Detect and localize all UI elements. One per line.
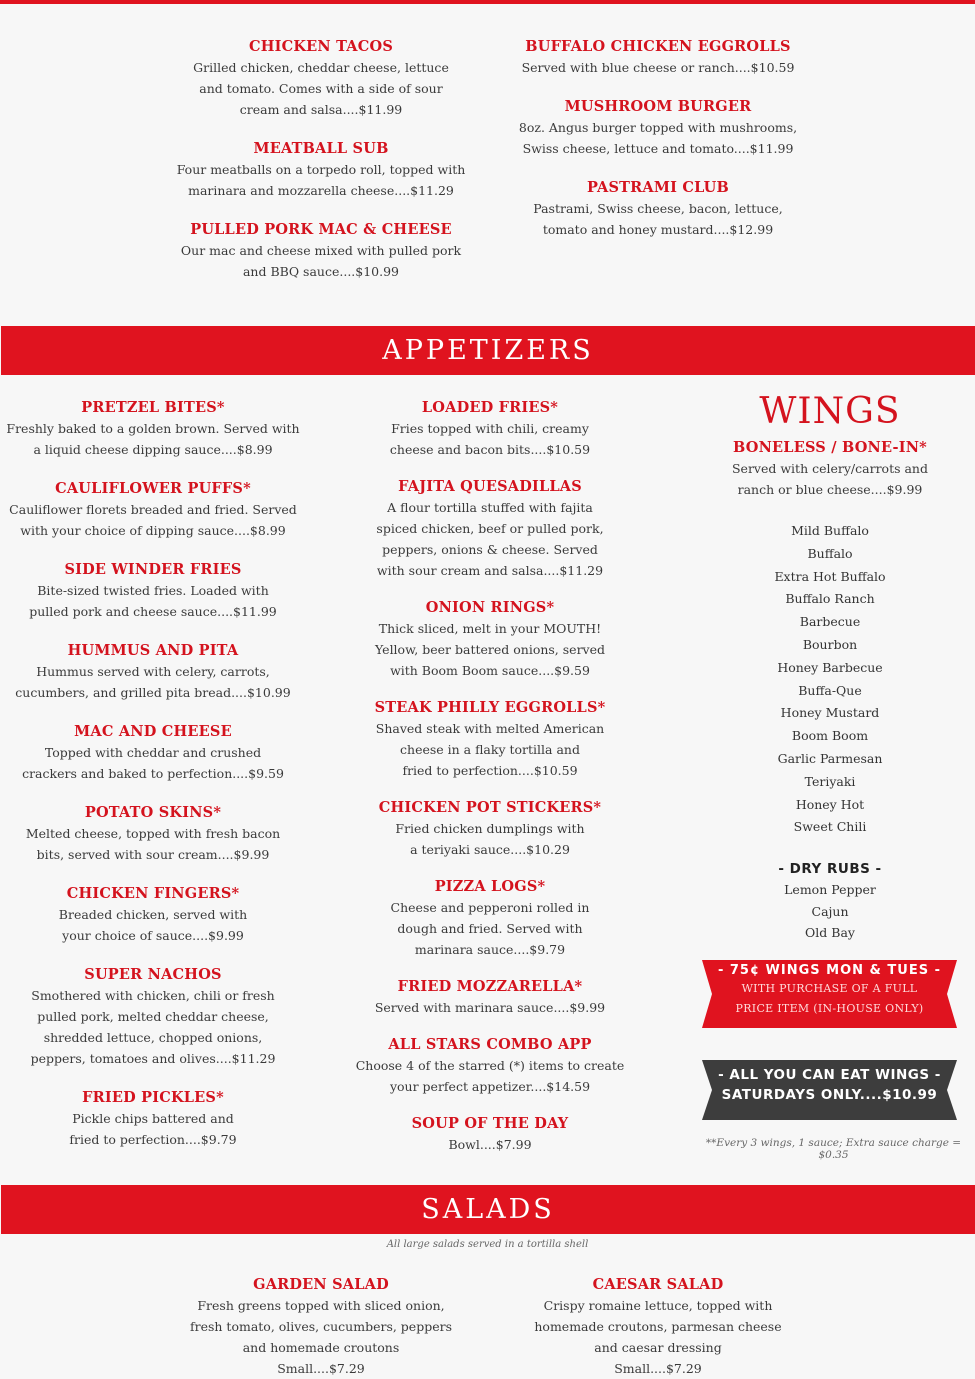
menu-item bbox=[340, 977, 640, 1018]
menu-item-description: Pastrami, Swiss cheese, bacon, lettuce, tomato and honey mustard....$12.99 bbox=[533, 201, 783, 237]
menu-item-description: Pickle chips battered and fried to perfection....$9.79 bbox=[69, 1111, 237, 1147]
garden-salad-desc: Fresh greens topped with sliced onion, fresh tomato, olives, cucumbers, peppers and homemade croutons Small....$7.29 bbox=[189, 1298, 452, 1376]
dry-rubs-title: - DRY RUBS - bbox=[778, 861, 882, 878]
salads-banner bbox=[1, 1185, 975, 1234]
menu-item bbox=[171, 139, 471, 201]
wing-flavor: Bourbon bbox=[802, 636, 858, 652]
menu-item-name: PASTRAMI CLUB bbox=[587, 179, 729, 196]
menu-item-description: Freshly baked to a golden brown. Served with a liquid cheese dipping sauce....$8.99 bbox=[6, 421, 300, 457]
menu-item-description: Topped with cheddar and crushed crackers and baked to perfection....$9.59 bbox=[22, 745, 284, 781]
wing-flavor: Mild Buffalo bbox=[791, 523, 869, 538]
menu-item-name: MEATBALL SUB bbox=[253, 140, 389, 157]
promo1-line1: WITH PURCHASE OF A FULL bbox=[741, 982, 918, 995]
menu-item bbox=[340, 798, 640, 860]
wings-title: WINGS bbox=[759, 391, 901, 432]
promo2-line1: - ALL YOU CAN EAT WINGS - bbox=[718, 1067, 941, 1083]
menu-item-description: Breaded chicken, served with your choice of sauce....$9.99 bbox=[58, 907, 248, 943]
menu-item-description: A flour tortilla stuffed with fajita spiced chicken, beef or pulled pork, peppers, onions & cheese. Served with sour cream and salsa....$11.29 bbox=[376, 500, 604, 578]
dry-rub-list bbox=[700, 879, 960, 944]
wings-subtitle: BONELESS / BONE-IN* bbox=[733, 439, 927, 456]
menu-item bbox=[340, 598, 640, 681]
menu-item-name: ALL STARS COMBO APP bbox=[388, 1036, 592, 1053]
menu-item bbox=[340, 698, 640, 781]
caesar-salad-name: CAESAR SALAD bbox=[592, 1276, 724, 1293]
menu-item-name: PIZZA LOGS* bbox=[434, 878, 546, 895]
menu-item-name: POTATO SKINS* bbox=[84, 804, 222, 821]
menu-item-description: Cauliflower florets breaded and fried. Served with your choice of dipping sauce....$8.99 bbox=[9, 502, 297, 538]
menu-item-description: Bowl....$7.99 bbox=[448, 1137, 532, 1152]
wings-description: Served with celery/carrots and ranch or blue cheese....$9.99 bbox=[731, 461, 928, 497]
menu-item-description: Grilled chicken, cheddar cheese, lettuce and tomato. Comes with a side of sour cream and salsa....$11.99 bbox=[193, 60, 449, 117]
lunch-right-column bbox=[508, 37, 808, 240]
menu-item-description: Cheese and pepperoni rolled in dough and fried. Served with marinara sauce....$9.79 bbox=[390, 900, 590, 957]
menu-item bbox=[3, 884, 303, 946]
wing-flavor: Buffa-Que bbox=[798, 682, 862, 698]
menu-item-name: SUPER NACHOS bbox=[84, 966, 222, 983]
wing-flavor: Honey Hot bbox=[795, 796, 865, 812]
menu-item-description: Shaved steak with melted American cheese in a flaky tortilla and fried to perfection....$10.59 bbox=[375, 721, 605, 778]
appetizers-banner bbox=[1, 326, 975, 375]
menu-item-name: CHICKEN TACOS bbox=[248, 38, 393, 55]
dry-rub: Cajun bbox=[811, 903, 849, 919]
salad-left bbox=[171, 1275, 471, 1379]
menu-item bbox=[3, 722, 303, 784]
dry-rub: Lemon Pepper bbox=[784, 882, 876, 898]
wing-flavor: Extra Hot Buffalo bbox=[774, 568, 886, 584]
dry-rub: Old Bay bbox=[805, 925, 855, 941]
menu-item-name: BUFFALO CHICKEN EGGROLLS bbox=[525, 38, 791, 55]
all-you-can-eat-ribbon bbox=[702, 1060, 957, 1120]
menu-item bbox=[340, 1114, 640, 1155]
salads-note: All large salads served in a tortilla shell bbox=[386, 1239, 589, 1250]
menu-item-name: CAULIFLOWER PUFFS* bbox=[55, 480, 251, 497]
menu-item bbox=[171, 37, 471, 120]
appetizers-middle-column bbox=[340, 398, 640, 1155]
salad-right bbox=[508, 1275, 808, 1379]
menu-item-description: Choose 4 of the starred (*) items to create your perfect appetizer....$14.59 bbox=[355, 1058, 625, 1094]
menu-item bbox=[3, 479, 303, 541]
menu-item bbox=[171, 220, 471, 282]
menu-item-name: CHICKEN POT STICKERS* bbox=[378, 799, 602, 816]
wing-flavor: Boom Boom bbox=[791, 728, 869, 744]
sauce-note: **Every 3 wings, 1 sauce; Extra sauce charge = $0.35 bbox=[705, 1137, 962, 1161]
menu-item-description: Our mac and cheese mixed with pulled pork and BBQ sauce....$10.99 bbox=[180, 243, 462, 279]
menu-item-description: Melted cheese, topped with fresh bacon bits, served with sour cream....$9.99 bbox=[25, 826, 281, 862]
menu-item-name: ONION RINGS* bbox=[425, 599, 555, 616]
wings-column bbox=[700, 392, 960, 944]
wing-flavor-list bbox=[700, 520, 960, 839]
menu-item-name: STEAK PHILLY EGGROLLS* bbox=[374, 699, 606, 716]
menu-item-description: Four meatballs on a torpedo roll, topped with marinara and mozzarella cheese....$11.29 bbox=[176, 162, 466, 198]
menu-item-description: Smothered with chicken, chili or fresh pulled pork, melted cheddar cheese, shredded lettuce, chopped onions, peppers, tomatoes and olives....$11.29 bbox=[30, 988, 276, 1066]
wing-flavor: Honey Barbecue bbox=[777, 659, 883, 675]
wing-flavor: Teriyaki bbox=[804, 773, 856, 789]
menu-item bbox=[3, 560, 303, 622]
menu-item-name: LOADED FRIES* bbox=[421, 399, 559, 416]
menu-item bbox=[508, 37, 808, 78]
wing-flavor: Barbecue bbox=[799, 614, 861, 630]
menu-item-description: Thick sliced, melt in your MOUTH! Yellow, beer battered onions, served with Boom Boom sauce....$9.59 bbox=[375, 621, 605, 678]
menu-item-name: FAJITA QUESADILLAS bbox=[398, 478, 582, 495]
menu-item-name: FRIED MOZZARELLA* bbox=[397, 978, 583, 995]
menu-item-name: HUMMUS AND PITA bbox=[67, 642, 239, 659]
menu-item bbox=[340, 477, 640, 581]
menu-item bbox=[340, 877, 640, 960]
wing-flavor: Honey Mustard bbox=[780, 705, 880, 721]
menu-item bbox=[340, 398, 640, 460]
menu-item bbox=[508, 97, 808, 159]
menu-item-name: MUSHROOM BURGER bbox=[564, 98, 752, 115]
menu-item bbox=[340, 1035, 640, 1097]
menu-item-name: SIDE WINDER FRIES bbox=[64, 561, 242, 578]
appetizers-title: APPETIZERS bbox=[382, 335, 594, 366]
salads-title: SALADS bbox=[421, 1194, 555, 1225]
menu-item bbox=[3, 1088, 303, 1150]
menu-item bbox=[3, 803, 303, 865]
menu-item-description: Fries topped with chili, creamy cheese and bacon bits....$10.59 bbox=[389, 421, 591, 457]
menu-item-description: Bite-sized twisted fries. Loaded with pulled pork and cheese sauce....$11.99 bbox=[29, 583, 277, 619]
top-accent-bar bbox=[0, 0, 975, 4]
caesar-salad-desc: Crispy romaine lettuce, topped with homemade croutons, parmesan cheese and caesar dressing Small....$7.29 bbox=[534, 1298, 782, 1376]
lunch-left-column bbox=[171, 37, 471, 282]
appetizers-left-column bbox=[3, 398, 303, 1150]
garden-salad-name: GARDEN SALAD bbox=[253, 1276, 389, 1293]
menu-item-name: CHICKEN FINGERS* bbox=[66, 885, 240, 902]
menu-item bbox=[508, 178, 808, 240]
menu-item-name: PRETZEL BITES* bbox=[81, 399, 225, 416]
wing-flavor: Sweet Chili bbox=[793, 819, 867, 835]
menu-item-name: SOUP OF THE DAY bbox=[411, 1115, 569, 1132]
wing-flavor: Garlic Parmesan bbox=[777, 750, 883, 766]
menu-item-description: 8oz. Angus burger topped with mushrooms, Swiss cheese, lettuce and tomato....$11.99 bbox=[518, 120, 798, 156]
menu-item-name: PULLED PORK MAC & CHEESE bbox=[190, 221, 452, 238]
wing-flavor: Buffalo Ranch bbox=[785, 591, 875, 607]
menu-item-name: MAC AND CHEESE bbox=[74, 723, 232, 740]
menu-item-description: Served with marinara sauce....$9.99 bbox=[374, 1000, 606, 1015]
menu-item-name: FRIED PICKLES* bbox=[82, 1089, 224, 1106]
promo2-line2: SATURDAYS ONLY....$10.99 bbox=[721, 1087, 938, 1103]
menu-item-description: Hummus served with celery, carrots, cucumbers, and grilled pita bread....$10.99 bbox=[15, 664, 291, 700]
menu-item-description: Fried chicken dumplings with a teriyaki sauce....$10.29 bbox=[395, 821, 585, 857]
menu-item bbox=[3, 641, 303, 703]
promo1-title: - 75¢ WINGS MON & TUES - bbox=[717, 963, 942, 978]
wing-flavor: Buffalo bbox=[807, 545, 853, 561]
promo1-line2: PRICE ITEM (IN-HOUSE ONLY) bbox=[735, 1002, 924, 1015]
menu-item-description: Served with blue cheese or ranch....$10.59 bbox=[521, 60, 795, 75]
menu-item bbox=[3, 965, 303, 1069]
menu-item bbox=[3, 398, 303, 460]
wings-promo-ribbon bbox=[702, 960, 957, 1028]
